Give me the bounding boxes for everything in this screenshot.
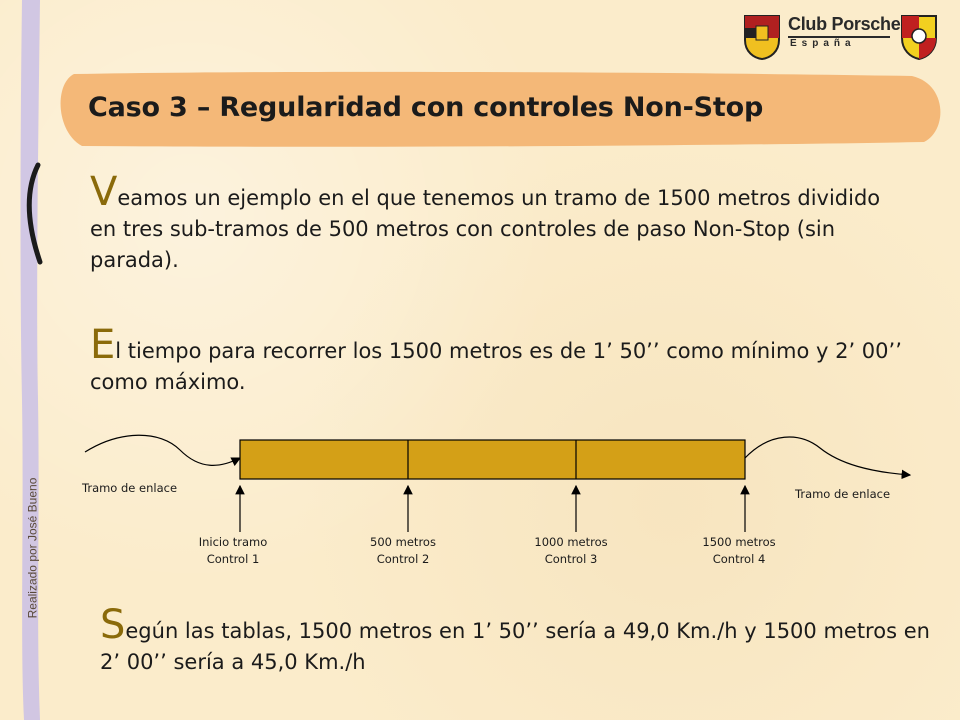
paragraph-1-text: eamos un ejemplo en el que tenemos un tramo de 1500 metros dividido en tres sub-tramos de 500 metros con controles de paso Non-Stop (sin parada). — [90, 186, 881, 272]
author-credit-text: Realizado por José Bueno — [25, 477, 40, 618]
control-1-line1: Inicio tramo — [198, 535, 268, 549]
paragraph-1-initial: V — [90, 169, 118, 215]
link-section-left-line — [85, 435, 240, 465]
link-section-left-label: Tramo de enlace — [82, 481, 178, 495]
slide-title: Caso 3 – Regularidad con controles Non-Stop — [88, 92, 764, 123]
control-3-label — [518, 534, 624, 568]
paragraph-1 — [90, 169, 900, 276]
control-3-line1: 1000 metros — [534, 535, 608, 549]
control-2-label — [350, 534, 456, 568]
paragraph-2 — [90, 322, 910, 398]
paragraph-3-text: egún las tablas, 1500 metros en 1’ 50’’ sería a 49,0 Km./h y 1500 metros en 2’ 00’’ sería a 45,0 Km./h — [100, 619, 930, 674]
paragraph-3-initial: S — [100, 602, 126, 648]
control-4-line1: 1500 metros — [702, 535, 776, 549]
club-porsche-logo — [740, 10, 940, 62]
logo-subtitle: España — [790, 38, 856, 49]
control-1-line2: Control 1 — [206, 552, 260, 566]
control-1-label — [180, 534, 286, 568]
link-section-right-label: Tramo de enlace — [795, 487, 891, 501]
paragraph-3 — [100, 602, 930, 678]
paragraph-2-initial: E — [90, 322, 116, 368]
section-bar — [240, 440, 745, 479]
route-diagram-graphic — [0, 420, 960, 590]
paragraph-2-text: l tiempo para recorrer los 1500 metros es de 1’ 50’’ como mínimo y 2’ 00’’ como máximo. — [90, 339, 902, 394]
spain-club-shield-icon — [898, 12, 940, 60]
link-section-right-line — [745, 437, 910, 475]
control-3-line2: Control 3 — [544, 552, 598, 566]
control-4-line2: Control 4 — [712, 552, 766, 566]
porsche-crest-icon — [742, 12, 782, 60]
control-2-line1: 500 metros — [370, 535, 436, 549]
control-4-label — [686, 534, 792, 568]
route-diagram — [0, 420, 960, 590]
logo-name: Club Porsche — [788, 14, 901, 34]
control-2-line2: Control 2 — [376, 552, 430, 566]
